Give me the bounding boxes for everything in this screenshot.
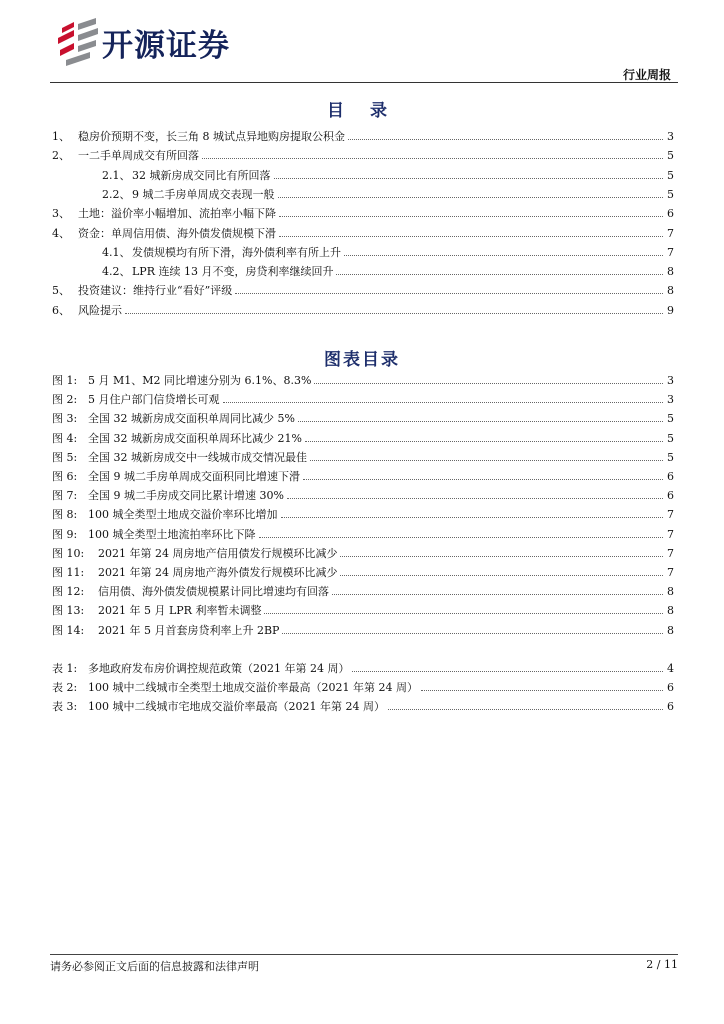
toc-number: 3、 (52, 207, 70, 221)
figures-page-number: 6 (667, 489, 674, 503)
figures-text: 100 城全类型土地流拍率环比下降 (88, 527, 256, 541)
logo-mark-icon (56, 18, 102, 66)
figures-row[interactable] (52, 621, 674, 637)
figures-number: 图 13: (52, 604, 85, 618)
toc-page-number: 5 (667, 187, 674, 201)
figures-page-number: 7 (667, 566, 674, 579)
footer-divider (50, 954, 678, 955)
dot-leader (274, 178, 664, 179)
figures-page-number: 5 (667, 431, 674, 445)
figures-row[interactable] (52, 371, 674, 387)
figures-row[interactable] (52, 505, 674, 521)
figures-text: 2021 年 5 月 LPR 利率暂未调整 (98, 604, 262, 618)
figures-row[interactable] (52, 486, 674, 502)
figures-row[interactable] (52, 409, 674, 425)
figures-text: 100 城全类型土地成交溢价率环比增加 (88, 508, 278, 522)
dot-leader (125, 313, 663, 314)
toc-text: 稳房价预期不变，长三角 8 城试点异地购房提取公积金 (78, 130, 345, 143)
figures-page-number: 5 (667, 412, 674, 426)
tables-page-number: 6 (667, 700, 674, 714)
toc-row[interactable] (52, 166, 674, 182)
figures-page-number: 8 (667, 585, 674, 599)
figures-number: 图 6: (52, 470, 78, 483)
figures-page-number: 7 (667, 508, 674, 522)
toc-number: 4.2、 (102, 265, 131, 279)
toc-text: 一二手单周成交有所回落 (78, 149, 199, 163)
toc-page-number: 3 (667, 130, 674, 143)
tables-row[interactable] (52, 697, 674, 713)
figures-number: 图 7: (52, 489, 78, 503)
toc-number: 6、 (52, 303, 70, 317)
figures-number: 图 9: (52, 527, 78, 541)
figures-row[interactable] (52, 467, 674, 483)
company-name: 开源证券 (102, 28, 230, 64)
figures-text: 5 月住户部门信贷增长可观 (88, 393, 220, 407)
figures-number: 图 11: (52, 566, 85, 579)
tables-text: 多地政府发布房价调控规范政策（2021 年第 24 周） (88, 662, 350, 675)
tables-text: 100 城中二线城市宅地成交溢价率最高（2021 年第 24 周） (88, 700, 385, 714)
header-divider (50, 82, 678, 83)
footer-disclaimer: 请务必参阅正文后面的信息披露和法律声明 (50, 960, 259, 973)
figures-text: 全国 32 城新房成交面积单周环比减少 21% (88, 431, 302, 445)
figures-number: 图 2: (52, 393, 78, 407)
figures-text: 5 月 M1、M2 同比增速分别为 6.1%、8.3% (88, 374, 312, 387)
dot-leader (305, 441, 663, 442)
tables-page-number: 6 (667, 681, 674, 695)
figures-number: 图 8: (52, 508, 78, 522)
figures-text: 2021 年第 24 周房地产海外债发行规模环比减少 (98, 566, 338, 579)
toc-row[interactable] (52, 224, 674, 240)
dot-leader (279, 236, 663, 237)
toc-number: 4.1、 (102, 245, 131, 259)
toc-page-number: 6 (667, 207, 674, 221)
dot-leader (282, 633, 663, 634)
dot-leader (202, 158, 663, 159)
toc-row[interactable] (52, 204, 674, 220)
figures-row[interactable] (52, 429, 674, 445)
figures-title: 图表目录 (324, 350, 400, 370)
page-number: 2 / 11 (646, 958, 678, 971)
dot-leader (388, 709, 663, 710)
figures-page-number: 6 (667, 470, 674, 483)
toc-text: 投资建议：维持行业“看好”评级 (78, 284, 233, 298)
toc-page-number: 5 (667, 149, 674, 163)
toc-number: 1、 (52, 130, 70, 143)
tables-row[interactable] (52, 678, 674, 694)
dot-leader (278, 197, 664, 198)
toc-page-number: 7 (667, 245, 674, 259)
toc-number: 4、 (52, 226, 70, 240)
figures-text: 全国 9 城二手房成交同比累计增速 30% (88, 489, 284, 503)
toc-page-number: 7 (667, 226, 674, 240)
toc-text: 土地：溢价率小幅增加、流拍率小幅下降 (78, 207, 276, 221)
figures-row[interactable] (52, 601, 674, 617)
toc-row[interactable] (52, 301, 674, 317)
figures-text: 2021 年第 24 周房地产信用债发行规模环比减少 (98, 546, 338, 560)
figures-text: 2021 年 5 月首套房贷利率上升 2BP (98, 623, 280, 637)
toc-title: 目 录 (327, 101, 397, 121)
dot-leader (336, 274, 663, 275)
figures-page-number: 5 (667, 450, 674, 464)
toc-page-number: 9 (667, 303, 674, 317)
figures-text: 全国 32 城新房成交面积单周同比减少 5% (88, 412, 295, 426)
dot-leader (264, 613, 663, 614)
figures-page-number: 8 (667, 623, 674, 637)
toc-text: 32 城新房成交同比有所回落 (132, 168, 271, 182)
figures-number: 图 4: (52, 431, 78, 445)
dot-leader (352, 671, 663, 672)
figures-number: 图 5: (52, 450, 78, 464)
dot-leader (287, 498, 663, 499)
toc-number: 5、 (52, 284, 70, 298)
toc-text: 资金：单周信用债、海外债发债规模下滑 (78, 226, 276, 240)
toc-row[interactable] (52, 243, 674, 259)
toc-row[interactable] (52, 146, 674, 162)
toc-number: 2.2、 (102, 187, 131, 201)
tables-row[interactable] (52, 659, 674, 675)
dot-leader (279, 216, 663, 217)
figures-page-number: 3 (667, 374, 674, 387)
toc-text: 风险提示 (78, 303, 122, 317)
dot-leader (421, 690, 663, 691)
toc-row[interactable] (52, 281, 674, 297)
figures-row[interactable] (52, 448, 674, 464)
figures-row[interactable] (52, 582, 674, 598)
toc-page-number: 5 (667, 168, 674, 182)
figures-row[interactable] (52, 390, 674, 406)
figures-number: 图 1: (52, 374, 78, 387)
dot-leader (344, 255, 663, 256)
tables-number: 表 2: (52, 681, 78, 695)
toc-number: 2、 (52, 149, 70, 163)
figures-text: 全国 32 城新房成交中一线城市成交情况最佳 (88, 450, 307, 464)
dot-leader (314, 383, 663, 384)
toc-text: 发债规模均有所下滑，海外债利率有所上升 (132, 245, 341, 259)
figures-number: 图 12: (52, 585, 85, 599)
figures-row[interactable] (52, 525, 674, 541)
tables-text: 100 城中二线城市全类型土地成交溢价率最高（2021 年第 24 周） (88, 681, 418, 695)
tables-number: 表 3: (52, 700, 78, 714)
dot-leader (332, 594, 663, 595)
dot-leader (223, 402, 664, 403)
toc-row[interactable] (52, 185, 674, 201)
figures-page-number: 7 (667, 546, 674, 560)
figures-row[interactable] (52, 563, 674, 579)
dot-leader (348, 139, 663, 140)
toc-text: LPR 连续 13 月不变，房贷利率继续回升 (132, 265, 334, 279)
tables-number: 表 1: (52, 662, 78, 675)
toc-page-number: 8 (667, 265, 674, 279)
tables-page-number: 4 (667, 662, 674, 675)
dot-leader (281, 517, 664, 518)
dot-leader (259, 537, 664, 538)
dot-leader (235, 293, 663, 294)
toc-number: 2.1、 (102, 168, 131, 182)
toc-row[interactable] (52, 127, 674, 143)
dot-leader (340, 556, 663, 557)
figures-number: 图 3: (52, 412, 78, 426)
toc-row[interactable] (52, 262, 674, 278)
figures-number: 图 10: (52, 546, 85, 560)
figures-text: 信用债、海外债发债规模累计同比增速均有回落 (98, 585, 329, 599)
dot-leader (298, 421, 663, 422)
figures-page-number: 3 (667, 393, 674, 407)
figures-text: 全国 9 城二手房单周成交面积同比增速下滑 (88, 470, 300, 483)
doc-type: 行业周报 (622, 68, 671, 82)
figures-page-number: 7 (667, 527, 674, 541)
dot-leader (310, 460, 663, 461)
figures-row[interactable] (52, 544, 674, 560)
figures-number: 图 14: (52, 623, 85, 637)
dot-leader (303, 479, 663, 480)
toc-text: 9 城二手房单周成交表现一般 (132, 187, 275, 201)
dot-leader (340, 575, 663, 576)
figures-page-number: 8 (667, 604, 674, 618)
toc-page-number: 8 (667, 284, 674, 298)
